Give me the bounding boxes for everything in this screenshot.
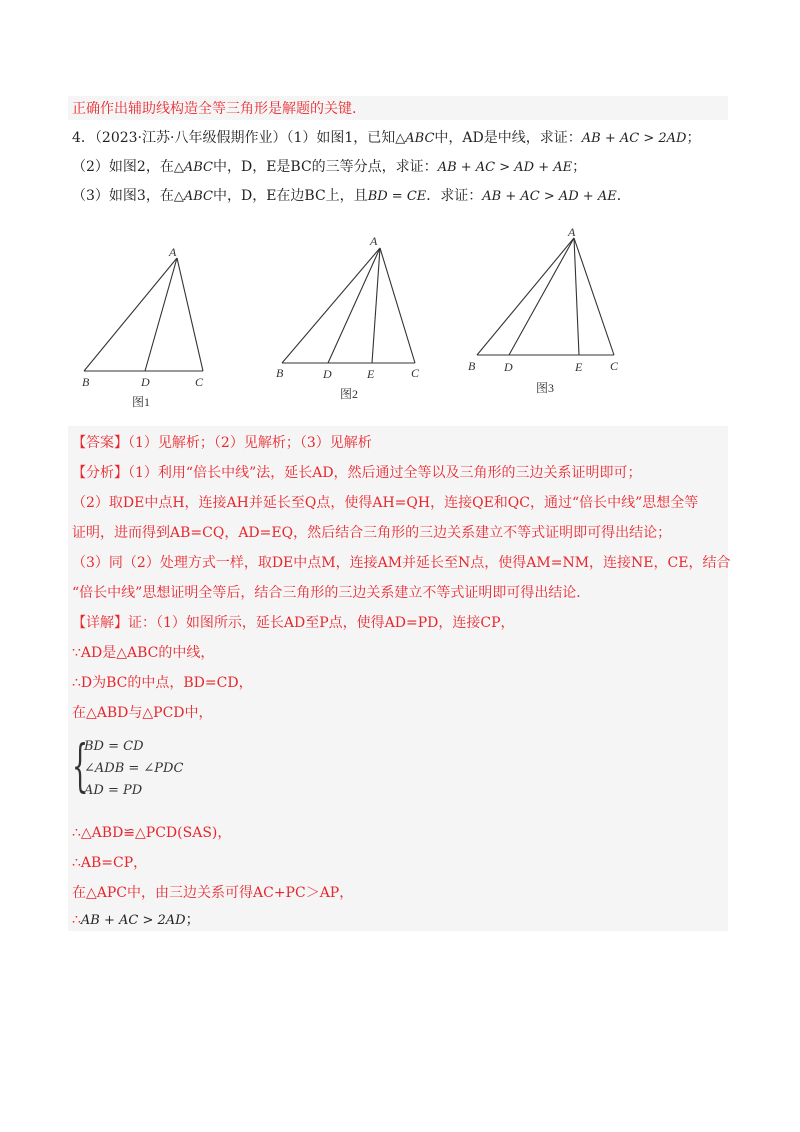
problem-source: （2023·江苏·八年级假期作业） bbox=[94, 130, 287, 146]
part3-triangle: △ABC bbox=[173, 189, 213, 204]
part2-text: （2）如图2，在 bbox=[72, 159, 174, 175]
fig2-side-ac bbox=[380, 248, 415, 363]
part2-triangle: △ABC bbox=[173, 160, 213, 175]
fig3-label-e: E bbox=[575, 360, 583, 374]
fig1-label-c: C bbox=[195, 375, 204, 389]
fig2-label-c: C bbox=[411, 366, 420, 380]
part1-triangle: △ABC bbox=[395, 131, 435, 146]
fig2-side-ab bbox=[282, 248, 380, 363]
fig2-label-d: D bbox=[323, 367, 332, 381]
figure-2-svg bbox=[270, 228, 440, 418]
system-eq-1: BD = CD bbox=[84, 739, 144, 754]
fig2-label-b: B bbox=[276, 366, 284, 380]
fig2-label-e: E bbox=[367, 367, 375, 381]
analysis-line-1: 【分析】（1）利用“倍长中线”法，延长AD，然后通过全等以及三角形的三边关系证明即可； bbox=[72, 465, 642, 481]
part2-inequality: AB + AC > AD + AE bbox=[437, 160, 573, 175]
part3-condition: BD = CE bbox=[367, 189, 427, 204]
therefore-symbol: ∴ bbox=[72, 912, 81, 928]
fig3-label-b: B bbox=[468, 359, 476, 373]
fig3-label-a: A bbox=[568, 228, 576, 239]
system-eq-2: ∠ADB = ∠PDC bbox=[84, 761, 184, 776]
problem-number: 4． bbox=[72, 130, 95, 146]
fig3-segment-ad bbox=[509, 238, 574, 355]
problem-line-2 bbox=[72, 157, 586, 178]
part1-text: （1）如图1，已知 bbox=[286, 130, 396, 146]
fig2-segment-ad bbox=[328, 248, 380, 363]
detail-line-4: 在△ABD与△PCD中， bbox=[72, 705, 213, 721]
part1-inequality: AB + AC > 2AD bbox=[581, 131, 687, 146]
figure-1-svg bbox=[70, 228, 230, 418]
part2-end: ； bbox=[572, 159, 587, 175]
detail-line-5: ∴△ABD≌△PCD(SAS)， bbox=[72, 825, 232, 841]
fig2-label-a: A bbox=[370, 234, 378, 248]
detail-line-8 bbox=[72, 910, 200, 931]
detail-line-3: ∴D为BC的中点，BD=CD， bbox=[72, 675, 253, 691]
fig1-label-b: B bbox=[82, 375, 90, 389]
fig3-label-c: C bbox=[610, 359, 619, 373]
part3-mid: 中，D，E在边BC上，且 bbox=[212, 188, 368, 204]
fig1-side-ab bbox=[84, 258, 177, 371]
detail-line-1: 【详解】证：（1）如图所示，延长AD至P点，使得AD=PD，连接CP， bbox=[72, 615, 515, 631]
brace-symbol: { bbox=[72, 734, 89, 799]
fig3-side-ac bbox=[574, 238, 614, 355]
figure-3 bbox=[462, 228, 632, 422]
figure-2 bbox=[270, 228, 440, 422]
problem-line-1 bbox=[72, 128, 700, 149]
fig1-median-ad bbox=[145, 258, 177, 371]
part3-text: （3）如图3，在 bbox=[72, 188, 174, 204]
detail-line-2: ∵AD是△ABC的中线， bbox=[72, 645, 215, 661]
fig1-caption: 图1 bbox=[132, 395, 151, 409]
figure-1 bbox=[70, 228, 230, 422]
part3-inequality: AB + AC > AD + AE bbox=[482, 189, 617, 204]
conclusion-end: ； bbox=[185, 912, 200, 928]
fig3-label-d: D bbox=[504, 360, 513, 374]
part1-mid: 中，AD是中线，求证： bbox=[434, 130, 582, 146]
detail-line-6: ∴AB=CP， bbox=[72, 855, 148, 871]
part2-mid: 中，D，E是BC的三等分点，求证： bbox=[212, 159, 438, 175]
fig2-segment-ae bbox=[372, 248, 380, 363]
analysis-line-3: 证明，进而得到AB=CQ，AD=EQ，然后结合三角形的三边关系建立不等式证明即可得出结论； bbox=[72, 525, 672, 541]
conclusion-inequality: AB + AC > 2AD bbox=[80, 913, 186, 928]
fig3-side-ab bbox=[477, 238, 574, 355]
fig2-caption: 图2 bbox=[340, 387, 359, 401]
analysis-line-4: （3）同（2）处理方式一样，取DE中点M，连接AM并延长至N点，使得AM=NM，连接NE，CE，结合 bbox=[72, 555, 731, 571]
part1-end: ； bbox=[686, 130, 701, 146]
intro-note: 正确作出辅助线构造全等三角形是解题的关键. bbox=[72, 101, 357, 117]
fig1-label-a: A bbox=[169, 245, 177, 259]
problem-line-3 bbox=[72, 186, 631, 207]
detail-line-7: 在△APC中，由三边关系可得AC+PC＞AP， bbox=[72, 885, 354, 901]
figure-3-svg bbox=[462, 228, 632, 418]
part3-end: ． bbox=[616, 188, 631, 204]
part3-mid2: ．求证： bbox=[426, 188, 483, 204]
fig3-segment-ae bbox=[574, 238, 579, 355]
answer-line: 【答案】（1）见解析；（2）见解析；（3）见解析 bbox=[72, 435, 372, 451]
fig1-label-d: D bbox=[141, 375, 150, 389]
analysis-line-2: （2）取DE中点H，连接AH并延长至Q点，使得AH=QH，连接QE和QC，通过“倍长中线”思想全等 bbox=[72, 495, 699, 511]
fig3-caption: 图3 bbox=[536, 381, 555, 395]
equation-system bbox=[72, 734, 272, 803]
system-eq-3: AD = PD bbox=[84, 783, 143, 798]
analysis-line-5: “倍长中线”思想证明全等后，结合三角形的三边关系建立不等式证明即可得出结论． bbox=[72, 585, 591, 601]
fig1-side-ac bbox=[177, 258, 203, 371]
